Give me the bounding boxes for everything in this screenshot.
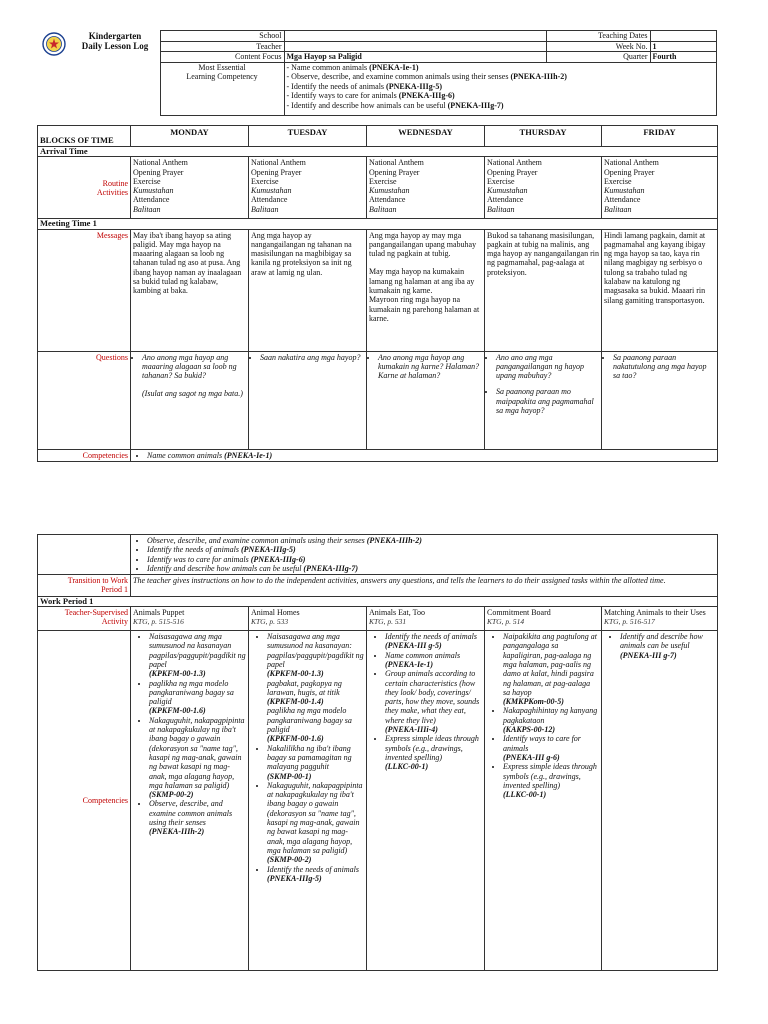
routine-monday: National Anthem Opening Prayer Exercise Kumustahan Attendance Balitaan	[131, 157, 249, 219]
transition-label: Transition to Work Period 1	[38, 575, 131, 597]
questions-label: Questions	[38, 351, 131, 449]
competency-item: • Identify was to care for animals (PNEKA-IIIg-6)	[147, 555, 715, 564]
school-value	[284, 31, 546, 42]
transition-text: The teacher gives instructions on how to do the independent activities, answers any questions, and tells the learners to do their assigned tasks within the allotted time.	[131, 575, 718, 597]
week-value: 1	[650, 41, 716, 52]
blocks-of-time-header: BLOCKS OF TIME	[38, 126, 131, 147]
teacher-label: Teacher	[160, 41, 284, 52]
question-thursday: • Ano ano ang mga pangangailangan ng hayop upang mabuhay? • Sa paanong paraan mo maipapakita ang pagmamahal sa mga hayop?	[485, 351, 602, 449]
activity-wednesday: Animals Eat, Too KTG, p. 531	[367, 607, 485, 631]
section-arrival-time: Arrival Time	[38, 147, 718, 157]
question-friday: • Sa paanong paraan nakatutulong ang mga hayop sa tao?	[602, 351, 718, 449]
day-tuesday: TUESDAY	[249, 126, 367, 147]
competencies-label: Competencies	[38, 449, 131, 461]
teacher-supervised-activity-label: Teacher-Supervised Activity	[38, 607, 131, 631]
work-competencies-tuesday: • Naisasagawa ang mga sumusunod na kasanayan: pagpilas/paggupit/pagdikit ng papel (KPKFM-00-1.3) pagbakat, pagkopya ng larawan, hugis, at titik (KPKFM-00-1.4) paglikha ng mga modelo pangkaraniwang bagay sa paligid (KPKFM-00-1.6) • Nakalilikha ng iba't ibang bagay sa pamamagitan ng malayang pagguhit (SKMP-00-1) • Nakaguguhit, nakapagpipinta at nakapagkukulay ng iba't ibang bagay o gawain (dekorasyon sa "name tag", kasapi ng mag-anak, gawain ng bawat kasapi ng mag-anak, mga alagang hayop, mga halaman sa paligid) (SKMP-00-2) • Identify the needs of animals (PNEKA-IIIg-5)	[249, 631, 367, 971]
routine-tuesday: National Anthem Opening Prayer Exercise Kumustahan Attendance Balitaan	[249, 157, 367, 219]
week-label: Week No.	[546, 41, 650, 52]
melc-list	[284, 62, 716, 115]
message-thursday: Bukod sa tahanang masisilungan, pagkain at tubig na malinis, ang mga hayop ay nangangailangan rin ng pagmamahal, pag-aalaga at proteksiyon.	[485, 229, 602, 351]
competency-list-continued	[131, 535, 718, 575]
teaching-dates-label: Teaching Dates	[546, 31, 650, 42]
work-competencies-thursday: • Naipakikita ang pagtulong at pangangalaga sa kapaligiran, pag-aalaga ng mga halaman, pag-aalis ng damo at kalat, hindi pagsira ng halaman, at pag-aalaga sa hayop (KMKPKom-00-5) • Nakapaghihintay ng kanyang pagkakataon (KAKPS-00-12) • Identify ways to care for animals (PNEKA-III g-6) • Express simple ideas through symbols (e.g., drawings, invented spelling) (LLKC-00-1)	[485, 631, 602, 971]
teacher-value	[284, 41, 546, 52]
title-line-1: Kindergarten	[88, 31, 142, 41]
melc-item: - Observe, describe, and examine common animals using their senses (PNEKA-IIIh-2)	[286, 72, 567, 81]
routine-friday: National Anthem Opening Prayer Exercise Kumustahan Attendance Balitaan	[602, 157, 718, 219]
quarter-value: Fourth	[650, 52, 716, 63]
activity-thursday: Commitment Board KTG, p. 514	[485, 607, 602, 631]
melc-item: - Name common animals (PNEKA-Ie-1)	[286, 62, 419, 72]
question-wednesday: • Ano anong mga hayop ang kumakain ng karne? Halaman? Karne at halaman?	[367, 351, 485, 449]
day-friday: FRIDAY	[602, 126, 718, 147]
content-focus-label: Content Focus	[160, 52, 284, 63]
work-competencies-friday: • Identify and describe how animals can be useful (PNEKA-III g-7)	[602, 631, 718, 971]
section-meeting-time-1: Meeting Time 1	[38, 219, 718, 229]
routine-activities-label: Routine Activities	[38, 157, 131, 219]
schedule-table-continued	[37, 534, 718, 971]
message-monday: May iba't ibang hayop sa ating paligid. May mga hayop na maaaring alagaan sa loob ng tahanan tulad ng aso at pusa. Ang ibang hayop naman ay inaalagaan sa bukid tulad ng kalabaw, kambing at baka.	[131, 229, 249, 351]
day-wednesday: WEDNESDAY	[367, 126, 485, 147]
content-focus-value: Mga Hayop sa Paligid	[284, 52, 546, 63]
question-monday: • Ano anong mga hayop ang maaaring alagaan sa loob ng tahanan? Sa bukid? (Isulat ang sagot ng mga bata.)	[131, 351, 249, 449]
melc-label: Most Essential Learning Competency	[160, 62, 284, 115]
schedule-table	[37, 125, 718, 462]
page-1	[0, 0, 768, 470]
page-2	[0, 528, 768, 1024]
routine-thursday: National Anthem Opening Prayer Exercise Kumustahan Attendance Balitaan	[485, 157, 602, 219]
work-competencies-wednesday: • Identify the needs of animals (PNEKA-III g-5) • Name common animals (PNEKA-Ie-1) • Group animals according to certain characteristics (how they look/ body, coverings/ parts, how they move, sounds they make, what they eat, where they live) (PNEKA-IIIi-4) • Express simple ideas through symbols (e.g., drawings, invented spelling) (LLKC-00-1)	[367, 631, 485, 971]
melc-item: - Identify ways to care for animals (PNEKA-IIIg-6)	[286, 91, 455, 100]
title-line-2: Daily Lesson Log	[81, 41, 149, 51]
message-wednesday: Ang mga hayop ay may mga pangangailangan upang mabuhay tulad ng pagkain at tubig. May mga hayop na kumakain lamang ng halaman at ang iba ay kumakain ng karne. Mayroon ring mga hayop na kumakain ng parehong halaman at karne.	[367, 229, 485, 351]
competency-list: • Name common animals (PNEKA-Ie-1)	[131, 449, 718, 461]
work-competencies-label: Competencies	[38, 631, 131, 971]
section-work-period-1: Work Period 1	[38, 596, 718, 606]
activity-friday: Matching Animals to their Uses KTG, p. 516-517	[602, 607, 718, 631]
competencies-label-continued	[38, 535, 131, 575]
work-competencies-monday: • Naisasagawa ang mga sumusunod na kasanayan pagpilas/paggupit/pagdikit ng papel (KPKFM-00-1.3) • paglikha ng mga modelo pangkaraniwang bagay sa paligid (KPKFM-00-1.6) • Nakaguguhit, nakapagpipinta at nakapagkukulay ng iba't ibang bagay o gawain (dekorasyon sa "name tag", kasapi ng mag-anak, gawain ng bawat kasapi ng mag-anak, mga alagang hayop, mga halaman sa paligid) (SKMP-00-2) • Observe, describe, and examine common animals using their senses (PNEKA-IIIh-2)	[131, 631, 249, 971]
teaching-dates-value	[650, 31, 716, 42]
competency-item: • Identify and describe how animals can be useful (PNEKA-IIIg-7)	[147, 564, 715, 573]
routine-wednesday: National Anthem Opening Prayer Exercise Kumustahan Attendance Balitaan	[367, 157, 485, 219]
day-monday: MONDAY	[131, 126, 249, 147]
quarter-label: Quarter	[546, 52, 650, 63]
activity-monday: Animals Puppet KTG, p. 515-516	[131, 607, 249, 631]
day-thursday: THURSDAY	[485, 126, 602, 147]
header-table	[38, 30, 717, 116]
competency-item: • Observe, describe, and examine common animals using their senses (PNEKA-IIIh-2)	[147, 536, 715, 545]
melc-item: - Identify and describe how animals can be useful (PNEKA-IIIg-7)	[286, 100, 504, 110]
school-label: School	[160, 31, 284, 42]
messages-label: Messages	[38, 229, 131, 351]
message-tuesday: Ang mga hayop ay nangangailangan ng tahanan na masisilungan na magbibigay sa kanila ng proteksiyon sa init ng araw at lamig ng ulan.	[249, 229, 367, 351]
competency-item: • Identify the needs of animals (PNEKA-IIIg-5)	[147, 545, 715, 554]
melc-item: - Identify the needs of animals (PNEKA-IIIg-5)	[286, 81, 443, 91]
message-friday: Hindi lamang pagkain, damit at pagmamahal ang kayang ibigay ng mga hayop sa tao, kaya rin nilang magbigay ng serbisyo o tulong sa trabaho tulad ng kalabaw na katulong ng magsasaka sa bukid. Maaari rin silang gamiting transportasyon.	[602, 229, 718, 351]
question-tuesday: • Saan nakatira ang mga hayop?	[249, 351, 367, 449]
activity-tuesday: Animal Homes KTG, p. 533	[249, 607, 367, 631]
